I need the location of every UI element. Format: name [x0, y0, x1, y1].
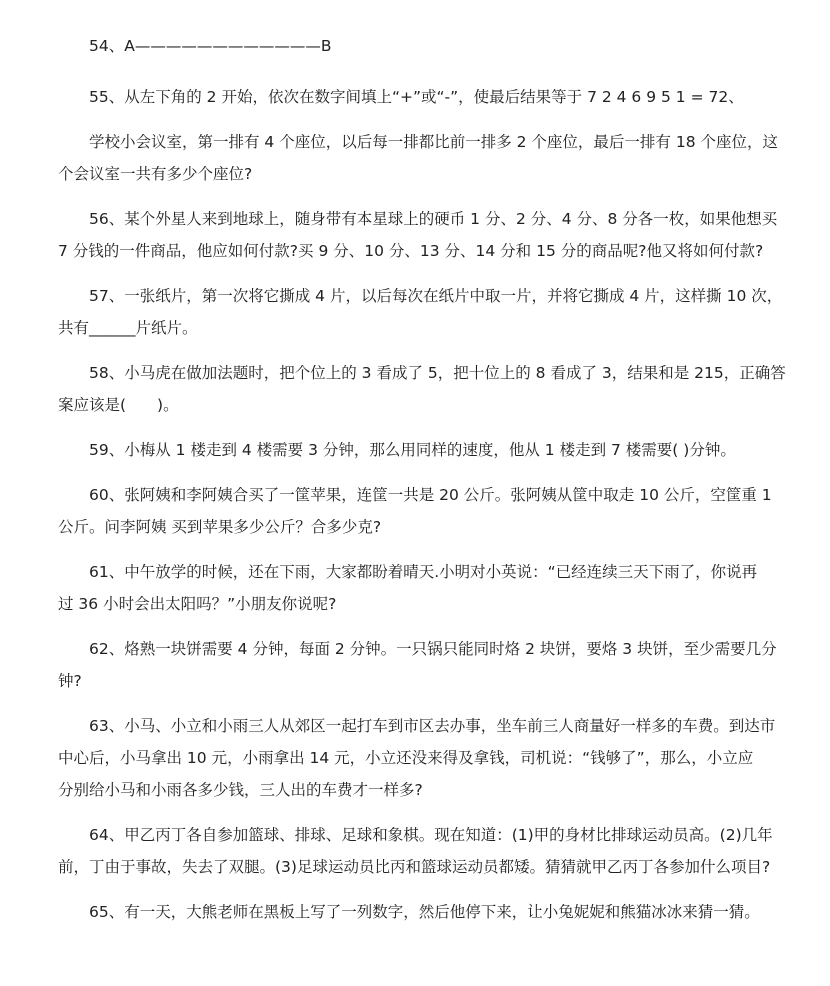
- text-line: 61、中午放学的时候，还在下雨，大家都盼着晴天.小明对小英说：“已经连续三天下雨了，你说再: [89, 563, 758, 581]
- question-paragraph: [58, 479, 788, 543]
- text-line: 62、烙熟一块饼需要 4 分钟，每面 2 分钟。一只锅只能同时烙 2 块饼，要烙 3 块饼，至少需要几分: [89, 640, 777, 658]
- text-line: 58、小马虎在做加法题时，把个位上的 3 看成了 5，把十位上的 8 看成了 3，结果和是 215，正确答: [89, 364, 786, 382]
- text-line: 64、甲乙丙丁各自参加篮球、排球、足球和象棋。现在知道：(1)甲的身材比排球运动员高。(2)几年: [89, 826, 773, 844]
- question-paragraph: [58, 633, 788, 697]
- question-paragraph: [58, 434, 788, 466]
- text-line: 分别给小马和小雨各多少钱，三人出的车费才一样多?: [58, 781, 423, 799]
- text-line: 63、小马、小立和小雨三人从郊区一起打车到市区去办事，坐车前三人商量好一样多的车费。到达市: [89, 717, 776, 735]
- text-line: 学校小会议室，第一排有 4 个座位，以后每一排都比前一排多 2 个座位，最后一排有 18 个座位，这: [89, 133, 779, 151]
- question-paragraph: [58, 710, 788, 806]
- question-paragraph: [58, 556, 788, 620]
- text-line: 前，丁由于事故，失去了双腿。(3)足球运动员比丙和篮球运动员都矮。猜猜就甲乙丙丁各参加什么项目?: [58, 858, 771, 876]
- text-line: 65、有一天，大熊老师在黑板上写了一列数字，然后他停下来，让小兔妮妮和熊猫冰冰来猜一猜。: [89, 903, 760, 921]
- question-paragraph: [58, 81, 788, 113]
- text-line: 54、A————————————B: [89, 37, 332, 55]
- text-line: 个会议室一共有多少个座位?: [58, 165, 253, 183]
- document-body: [58, 30, 788, 941]
- text-line: 7 分钱的一件商品，他应如何付款?买 9 分、10 分、13 分、14 分和 15 分的商品呢?他又将如何付款?: [58, 242, 764, 260]
- text-line: 59、小梅从 1 楼走到 4 楼需要 3 分钟，那么用同样的速度，他从 1 楼走到 7 楼需要( )分钟。: [89, 441, 736, 459]
- question-paragraph: [58, 203, 788, 267]
- question-paragraph: [58, 126, 788, 190]
- text-line: 共有______片纸片。: [58, 319, 198, 337]
- text-line: 中心后，小马拿出 10 元，小雨拿出 14 元，小立还没来得及拿钱，司机说：“钱够了”，那么，小立应: [58, 749, 754, 767]
- question-paragraph: [58, 896, 788, 928]
- question-paragraph: [58, 30, 788, 62]
- text-line: 案应该是( )。: [58, 396, 179, 414]
- text-line: 60、张阿姨和李阿姨合买了一筐苹果，连筐一共是 20 公斤。张阿姨从筐中取走 10 公斤，空筐重 1: [89, 486, 772, 504]
- text-line: 公斤。问李阿姨 买到苹果多少公斤？合多少克?: [58, 518, 382, 536]
- question-paragraph: [58, 819, 788, 883]
- question-paragraph: [58, 357, 788, 421]
- text-line: 57、一张纸片，第一次将它撕成 4 片，以后每次在纸片中取一片，并将它撕成 4 片，这样撕 10 次，: [89, 287, 783, 305]
- text-line: 55、从左下角的 2 开始，依次在数字间填上“+”或“-”，使最后结果等于 7 2 4 6 9 5 1 = 72、: [89, 88, 744, 106]
- text-line: 钟?: [58, 672, 82, 690]
- text-line: 56、某个外星人来到地球上，随身带有本星球上的硬币 1 分、2 分、4 分、8 分各一枚，如果他想买: [89, 210, 778, 228]
- text-line: 过 36 小时会出太阳吗？”小朋友你说呢?: [58, 595, 337, 613]
- question-paragraph: [58, 280, 788, 344]
